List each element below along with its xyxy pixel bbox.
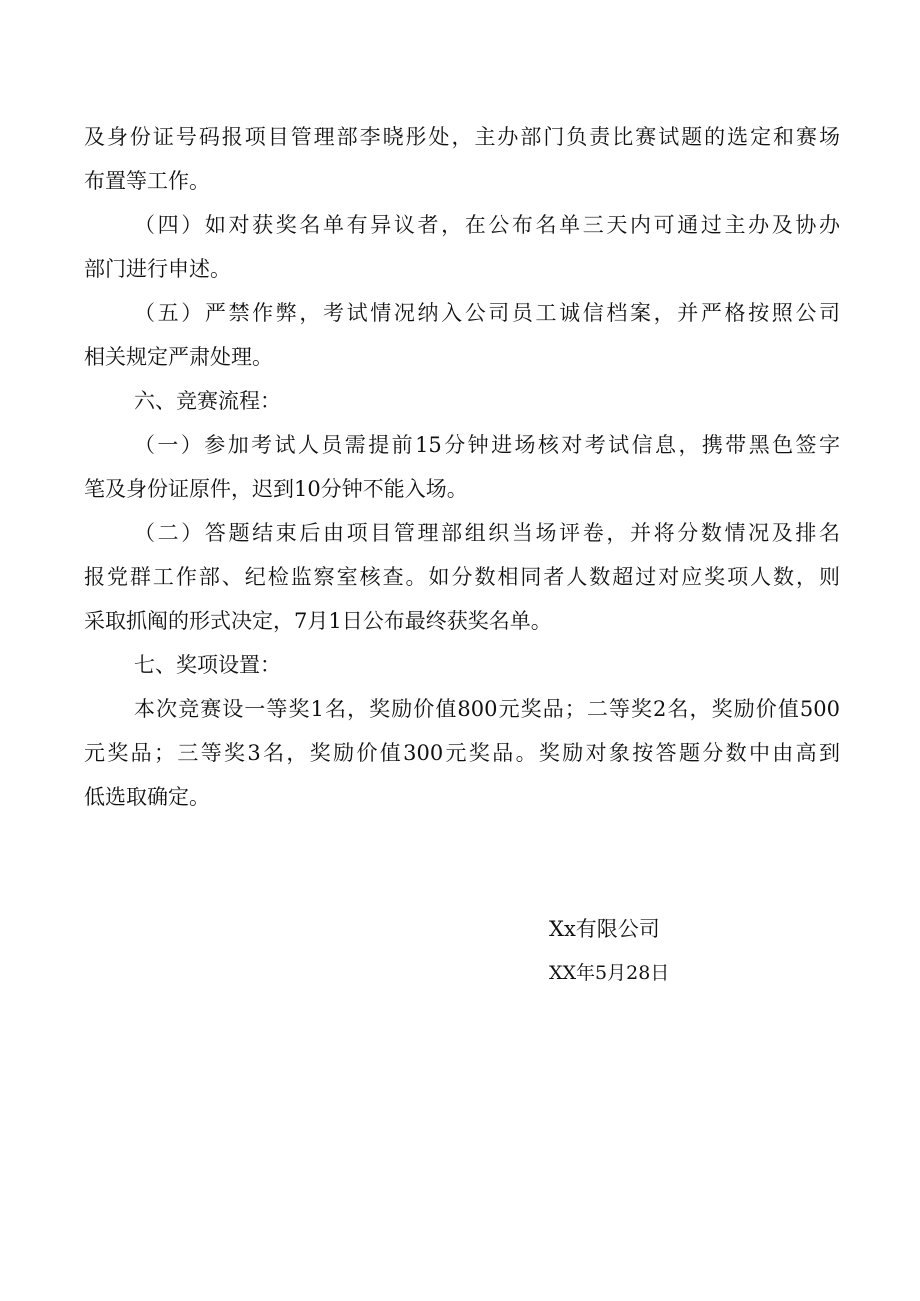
section-heading: 六、竞赛流程： <box>134 389 281 413</box>
text-line: 元奖品；三等奖3名，奖励价值300元奖品。奖励对象按答题分数中由高到 <box>84 741 840 765</box>
text-line: （二）答题结束后由项目管理部组织当场评卷，并将分数情况及排名 <box>134 521 840 545</box>
text-line: 相关规定严肃处理。 <box>84 345 273 369</box>
text-line: （四）如对获奖名单有异议者，在公布名单三天内可通过主办及协办 <box>134 213 840 237</box>
text-line: 部门进行申述。 <box>84 257 231 281</box>
text-line: 及身份证号码报项目管理部李晓彤处，主办部门负责比赛试题的选定和赛场 <box>84 125 840 149</box>
section-heading: 七、奖项设置： <box>134 653 281 677</box>
text-line: （一）参加考试人员需提前15分钟进场核对考试信息，携带黑色签字 <box>134 433 840 457</box>
text-line: 低选取确定。 <box>84 785 210 809</box>
text-line: 采取抓阄的形式决定，7月1日公布最终获奖名单。 <box>84 609 552 633</box>
signature-date: XX年5月28日 <box>549 962 670 984</box>
text-line: 布置等工作。 <box>84 169 210 193</box>
text-line: 报党群工作部、纪检监察室核查。如分数相同者人数超过对应奖项人数，则 <box>84 565 840 589</box>
text-line: 笔及身份证原件，迟到10分钟不能入场。 <box>84 477 468 501</box>
text-line: （五）严禁作弊，考试情况纳入公司员工诚信档案，并严格按照公司 <box>134 301 840 325</box>
signature-company: Xx有限公司 <box>549 917 660 941</box>
text-line: 本次竞赛设一等奖1名，奖励价值800元奖品；二等奖2名，奖励价值500 <box>134 697 840 721</box>
